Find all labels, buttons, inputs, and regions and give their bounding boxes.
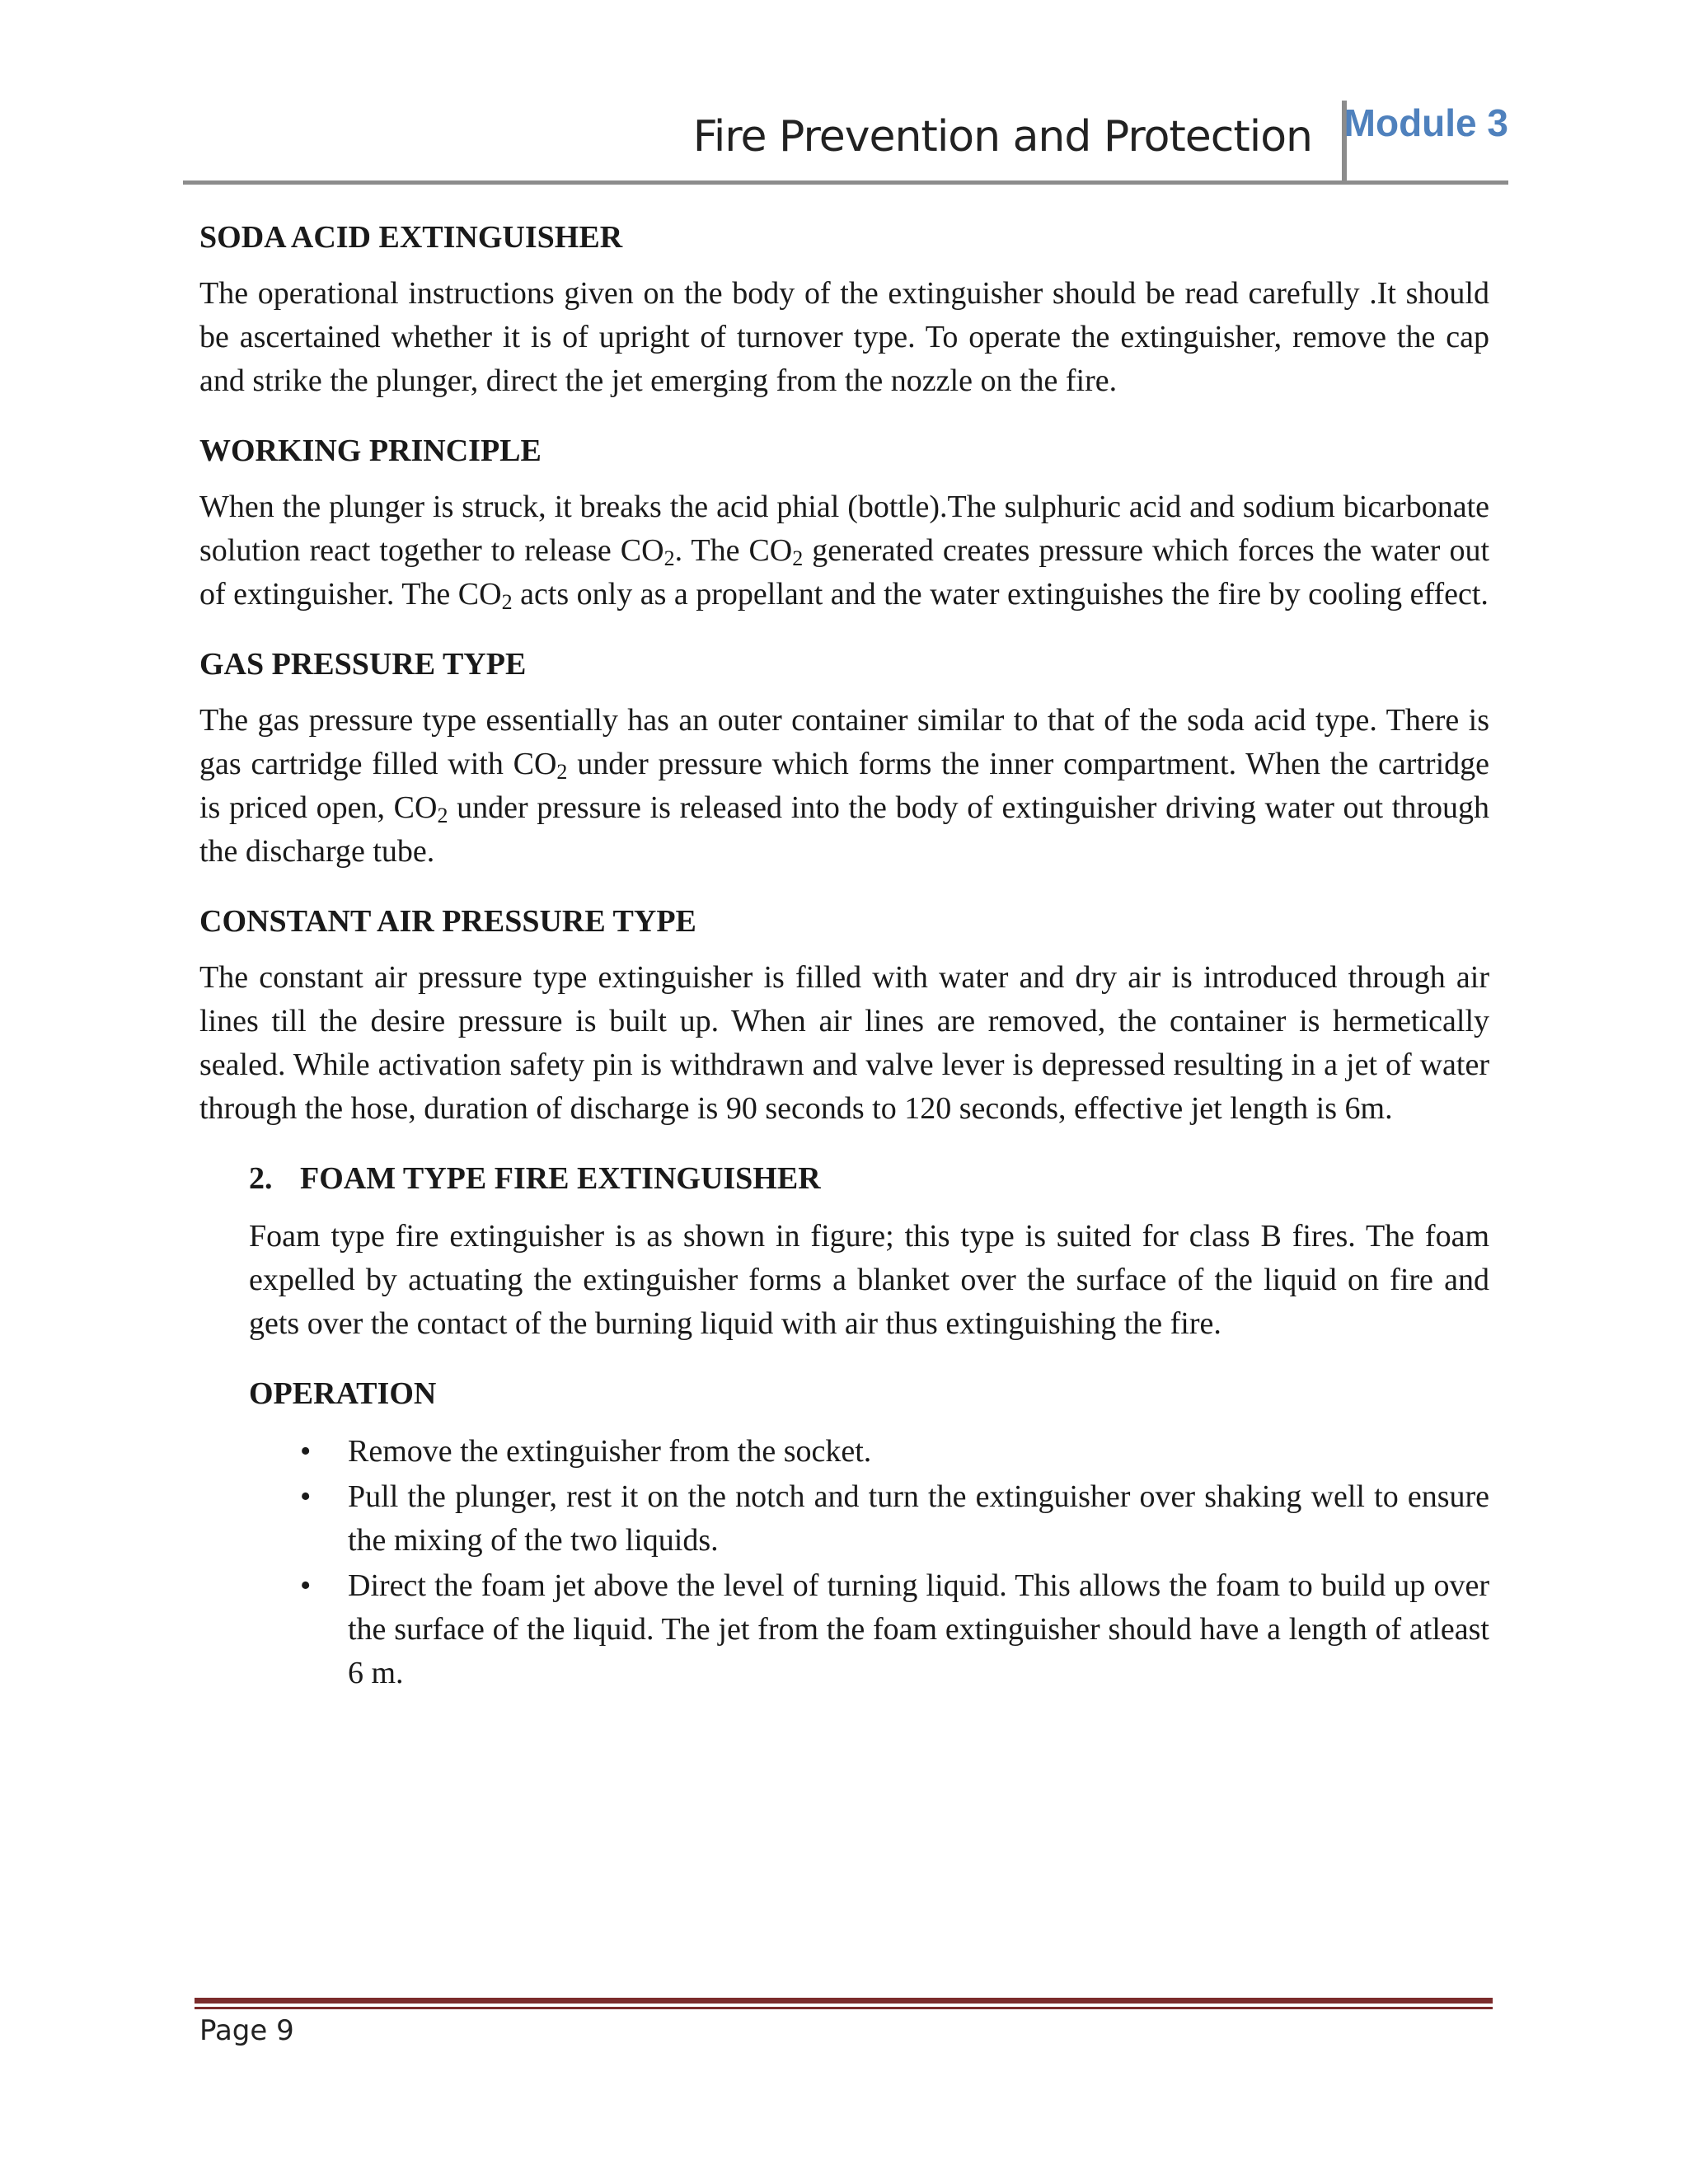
heading-gas-pressure: GAS PRESSURE TYPE xyxy=(199,647,527,682)
paragraph-working-principle xyxy=(199,485,1489,616)
operation-list xyxy=(249,1430,1489,1695)
heading-constant-air: CONSTANT AIR PRESSURE TYPE xyxy=(199,904,696,939)
heading-working-principle: WORKING PRINCIPLE xyxy=(199,434,542,468)
paragraph-gas-pressure xyxy=(199,699,1489,874)
footer-rule-thin xyxy=(195,2007,1493,2009)
text-fragment: acts only as a propellant and the water extinguishes the fire by cooling effect. xyxy=(512,577,1489,612)
list-item-text: Remove the extinguisher from the socket. xyxy=(348,1434,872,1469)
heading-operation: OPERATION xyxy=(249,1376,437,1411)
module-label: Module 3 xyxy=(1343,101,1508,144)
page-content xyxy=(199,216,1489,1697)
subscript: 2 xyxy=(663,546,675,570)
text-fragment: . The CO xyxy=(674,533,793,568)
list-item-text: Pull the plunger, rest it on the notch and turn the extinguisher over shaking well to ensure the mixing of the two liquids. xyxy=(348,1479,1489,1558)
subscript: 2 xyxy=(556,760,568,784)
paragraph-constant-air: The constant air pressure type extinguisher is filled with water and dry air is introduced through air lines till the desire pressure is built up. When air lines are removed, the container is hermetically sealed. While activation safety pin is withdrawn and valve lever is depressed resulting in a jet of water through the hose, duration of discharge is 90 seconds to 120 seconds, effective jet length is 6m. xyxy=(199,960,1489,1126)
header-rule xyxy=(183,180,1508,185)
page-number: Page 9 xyxy=(199,2014,294,2047)
page-header xyxy=(183,97,1508,185)
list-item xyxy=(249,1564,1489,1695)
list-item xyxy=(249,1475,1489,1563)
list-item xyxy=(249,1430,1489,1474)
paragraph-foam: Foam type fire extinguisher is as shown in figure; this type is suited for class B fires. The foam expelled by actuating the extinguisher forms a blanket over the surface of the liquid on fire and gets over the contact of the burning liquid with air thus extinguishing the fire. xyxy=(249,1219,1489,1341)
text-fragment: The gas pressure type essentially has an outer container similar to that of the soda acid type. There is gas cartridge filled with CO xyxy=(199,703,1489,781)
bullet-icon: • xyxy=(300,1479,312,1514)
text-fragment: under pressure is released into the body of extinguisher driving water out through the discharge tube. xyxy=(199,790,1489,869)
heading-foam-text: FOAM TYPE FIRE EXTINGUISHER xyxy=(300,1161,821,1196)
subscript: 2 xyxy=(792,546,804,570)
paragraph-soda-acid: The operational instructions given on the body of the extinguisher should be read carefully .It should be ascertained whether it is of upright of turnover type. To operate the extinguisher, remove the cap and strike the plunger, direct the jet emerging from the nozzle on the fire. xyxy=(199,276,1489,398)
document-title: Fire Prevention and Protection xyxy=(692,112,1312,162)
text-fragment: When the plunger is struck, it breaks the acid phial (bottle).The sulphuric acid and sodium bicarbonate solution react together to release CO xyxy=(199,490,1489,568)
list-item-text: Direct the foam jet above the level of turning liquid. This allows the foam to build up over the surface of the liquid. The jet from the foam extinguisher should have a length of atleast 6 m. xyxy=(348,1568,1489,1690)
bullet-icon: • xyxy=(300,1568,312,1603)
subscript: 2 xyxy=(501,590,513,614)
section-number: 2. xyxy=(249,1161,273,1196)
heading-foam xyxy=(249,1157,1489,1200)
heading-soda-acid: SODA ACID EXTINGUISHER xyxy=(199,220,623,255)
bullet-icon: • xyxy=(300,1434,312,1469)
text-fragment: generated creates pressure which forces the water out of extinguisher. The CO xyxy=(199,533,1489,612)
subscript: 2 xyxy=(437,804,448,827)
footer-rule xyxy=(195,1998,1493,2004)
text-fragment: under pressure which forms the inner compartment. When the cartridge is priced open, CO xyxy=(199,747,1489,825)
